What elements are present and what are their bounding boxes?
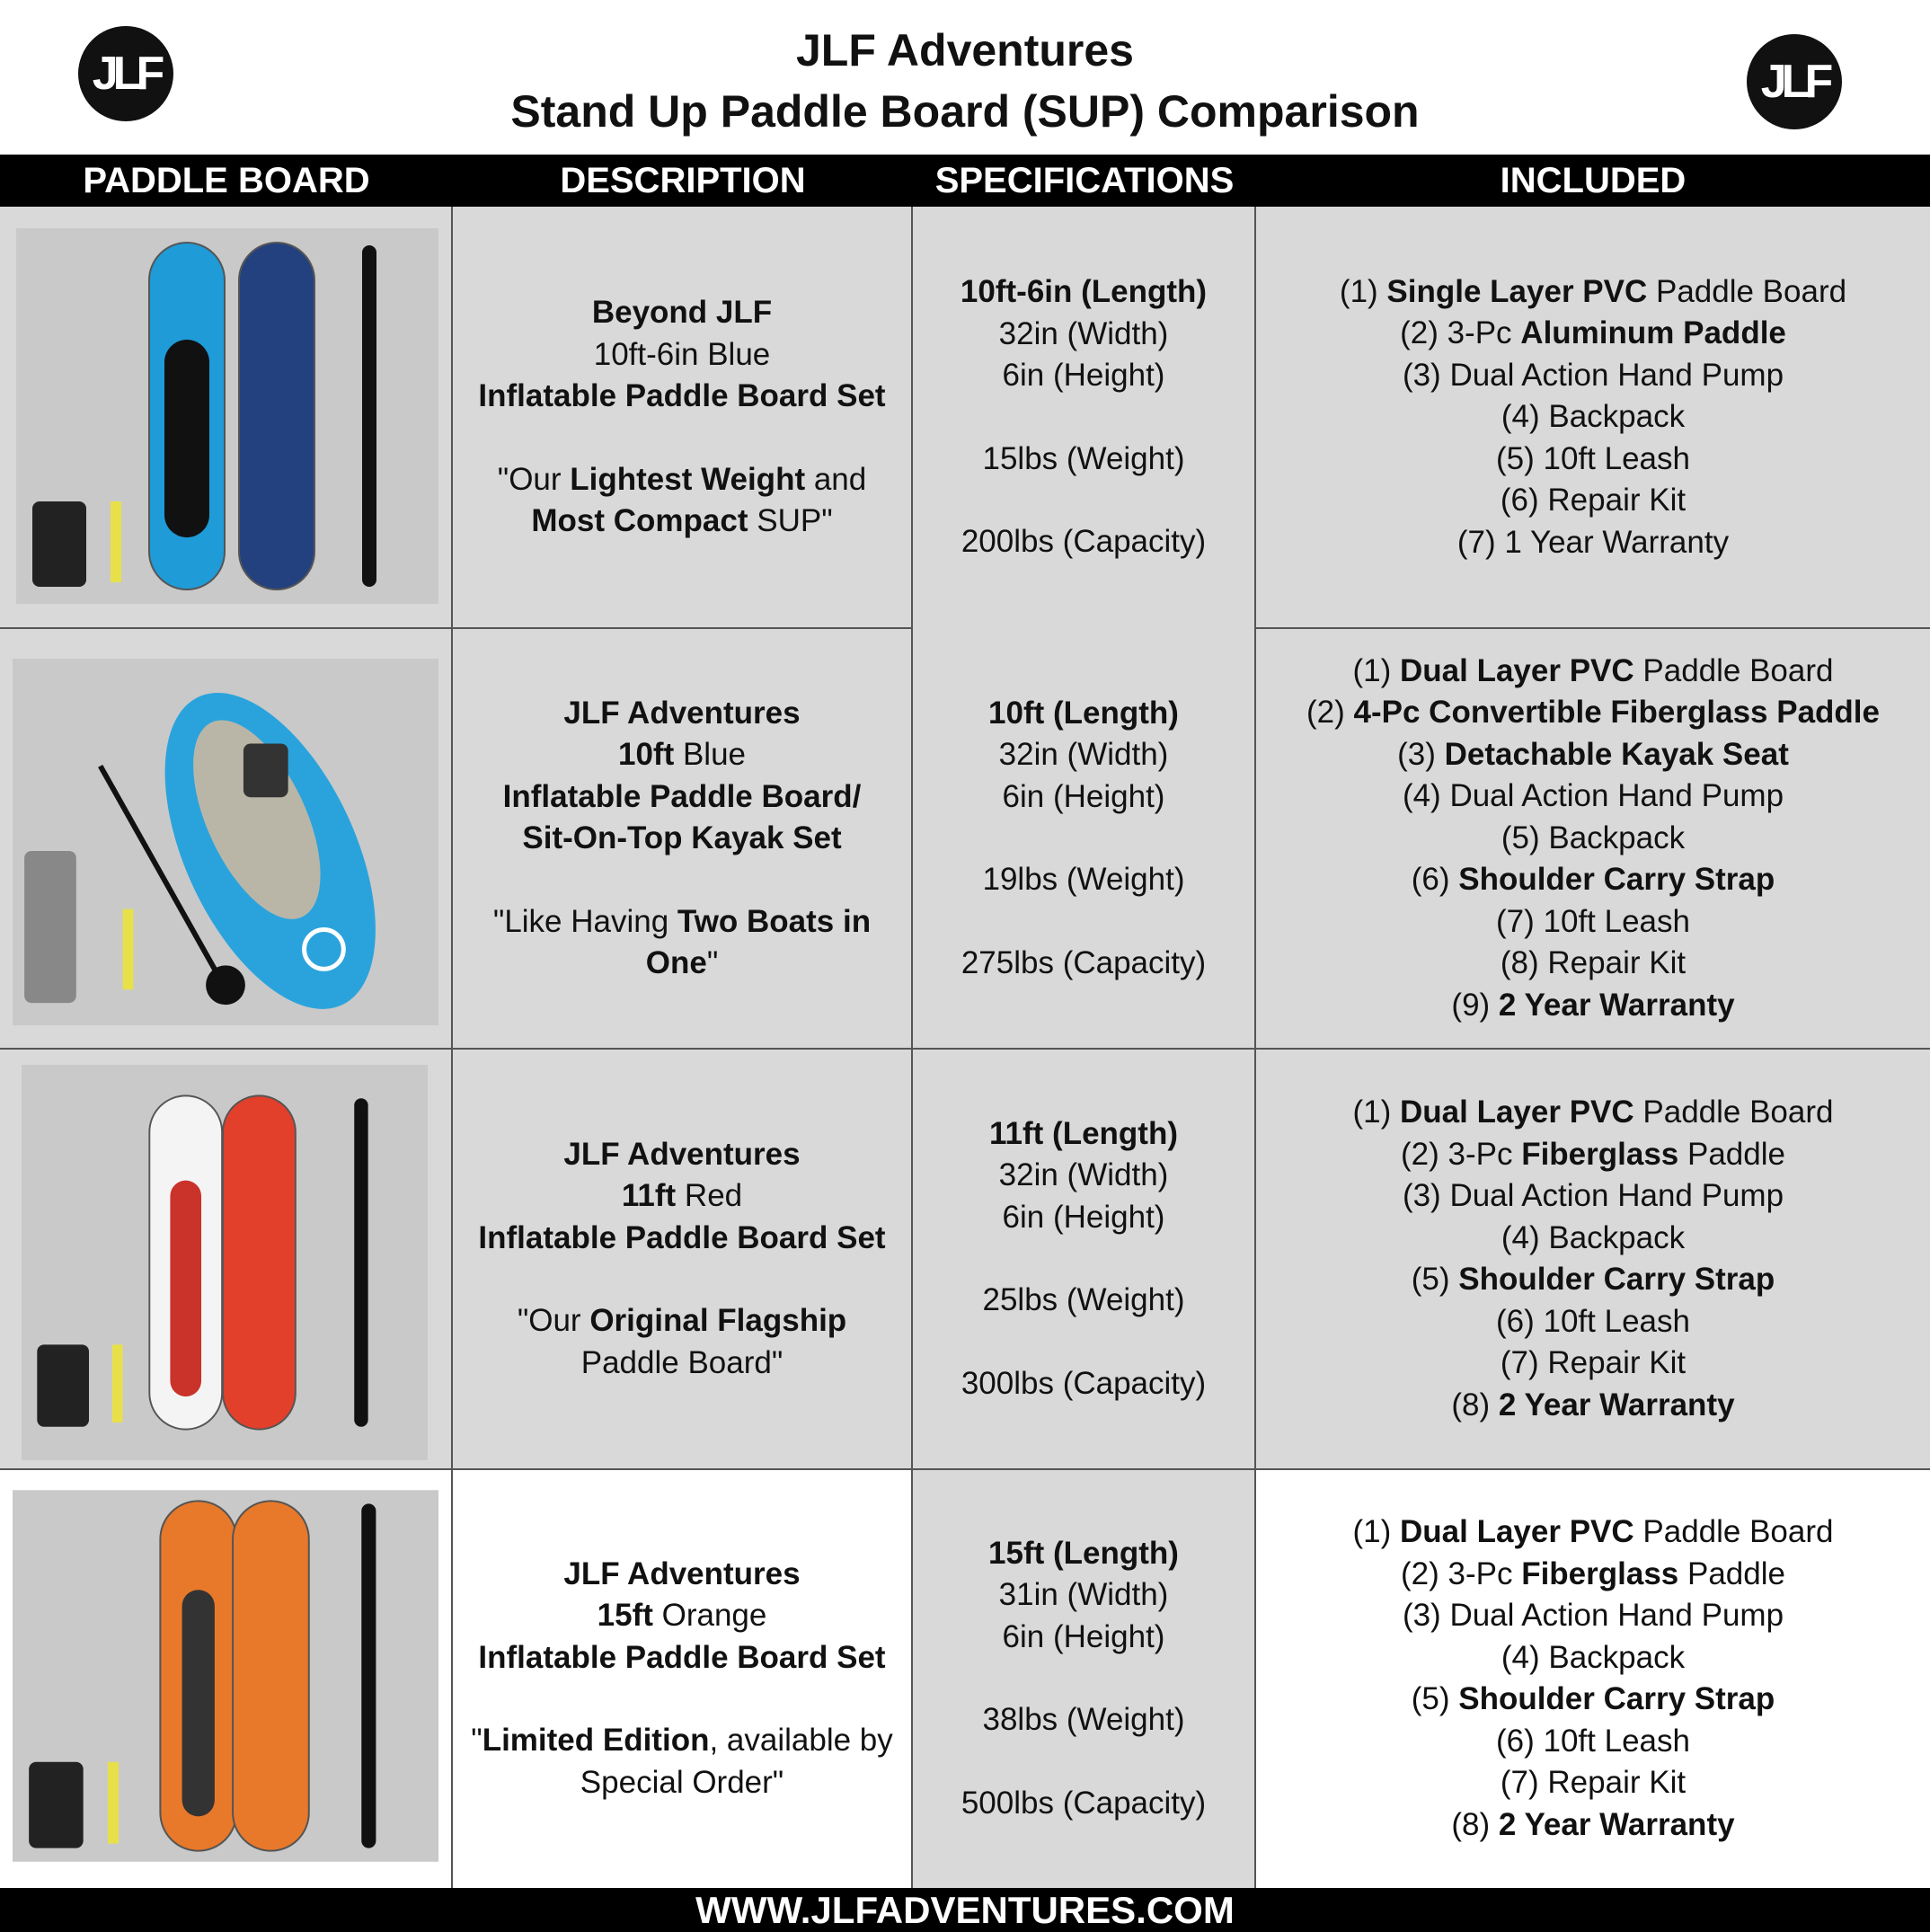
board-tagline: [471, 1300, 893, 1384]
bold-text: 2 Year Warranty: [1498, 987, 1735, 1023]
brand-name: JLF Adventures: [563, 1555, 801, 1591]
included-list: [1340, 271, 1846, 564]
bold-text: Lightest Weight: [570, 461, 806, 497]
paddle-icon: [361, 1503, 376, 1848]
spec-weight-value: 25lbs (Weight): [982, 1282, 1185, 1318]
text: (5) Backpack: [1501, 820, 1686, 855]
included-item: [1340, 271, 1846, 314]
board-size: 10ft: [617, 737, 675, 772]
spacer: [961, 1238, 1206, 1280]
row-divider: [1256, 1468, 1930, 1470]
brand-name: JLF Adventures: [563, 695, 801, 731]
board-size-color: [471, 1175, 893, 1218]
row-divider: [0, 627, 913, 629]
included-item: [1306, 692, 1880, 734]
cell-description: [453, 1049, 913, 1469]
board-brand: [471, 1134, 893, 1176]
spec-width-value: 32in (Width): [998, 737, 1169, 773]
board-type-text: Inflatable Paddle Board Set: [478, 1219, 886, 1255]
text: (5): [1411, 1262, 1459, 1297]
text: (8) Repair Kit: [1500, 945, 1687, 981]
jlf-logo-icon: JLF: [78, 26, 173, 121]
kayak-seat-icon: [243, 744, 288, 798]
spacer: [961, 1322, 1206, 1363]
board-tagline: [471, 459, 893, 543]
board-deck-pad: [170, 1181, 201, 1396]
text: SUP": [748, 503, 833, 539]
spec-length-value: 11ft (Length): [989, 1115, 1178, 1151]
text: (1): [1352, 1095, 1400, 1130]
bold-text: Shoulder Carry Strap: [1458, 862, 1775, 898]
text: Paddle Board: [1633, 1095, 1834, 1130]
row-divider: [913, 1048, 1256, 1050]
spec-height: [961, 355, 1207, 397]
included-list: [1353, 1092, 1834, 1426]
bold-text: Dual Layer PVC: [1400, 652, 1634, 688]
spec-weight: [961, 1699, 1206, 1741]
text: (3): [1397, 736, 1445, 772]
bold-text: Aluminum Paddle: [1520, 315, 1786, 351]
spacer: [961, 480, 1207, 521]
board-type-text: Inflatable Paddle Board Set: [478, 378, 886, 414]
spacer: [471, 1679, 893, 1720]
spec-height: [961, 1617, 1206, 1659]
board-type-text: Inflatable Paddle Board Set: [478, 1639, 886, 1675]
included-list: [1306, 651, 1880, 1027]
text: (5) 10ft Leash: [1496, 440, 1690, 476]
row-divider: [1256, 1048, 1930, 1050]
cell-specifications: [913, 207, 1256, 628]
paddle-blade: [206, 965, 245, 1005]
bold-text: Limited Edition: [482, 1723, 710, 1759]
text: (3) Dual Action Hand Pump: [1402, 357, 1784, 393]
title-line-2: Stand Up Paddle Board (SUP) Comparison: [510, 86, 1420, 137]
spacer: [471, 1259, 893, 1300]
included-item: [1353, 1804, 1834, 1847]
spec-capacity-value: 500lbs (Capacity): [961, 1785, 1207, 1821]
included-item: [1340, 396, 1846, 439]
cell-included: [1256, 1049, 1930, 1469]
column-header-bar: [0, 155, 1930, 207]
row-divider: [0, 1048, 913, 1050]
cell-specifications: [913, 628, 1256, 1049]
paddle-board-set-illustration: [16, 228, 438, 604]
spec-weight-value: 38lbs (Weight): [982, 1702, 1185, 1738]
text: Paddle: [1678, 1555, 1785, 1591]
cell-description: [453, 207, 913, 628]
text: (6): [1411, 862, 1459, 898]
bold-text: 2 Year Warranty: [1498, 1806, 1735, 1842]
board-color: Blue: [674, 737, 747, 772]
text: (1): [1352, 1514, 1400, 1549]
cell-included: [1256, 207, 1930, 628]
board-size: 11ft: [621, 1178, 677, 1214]
hand-pump-icon: [123, 909, 134, 990]
board-type: [471, 818, 893, 860]
jlf-logo-icon: JLF: [1747, 34, 1842, 129]
bold-text: Most Compact: [531, 503, 748, 539]
spec-capacity-value: 275lbs (Capacity): [961, 944, 1207, 980]
spec-width: [961, 734, 1206, 776]
board-brand: [471, 693, 893, 735]
spec-height-value: 6in (Height): [1002, 1618, 1165, 1654]
text: (6) 10ft Leash: [1496, 1303, 1690, 1339]
spec-weight-value: 15lbs (Weight): [982, 440, 1185, 476]
bold-text: Single Layer PVC: [1386, 273, 1648, 309]
description-text: [460, 292, 904, 543]
text: (8): [1451, 1806, 1499, 1842]
bold-text: 2 Year Warranty: [1498, 1387, 1735, 1422]
included-item: [1353, 1511, 1834, 1554]
spec-width: [961, 314, 1207, 356]
column-header-included: INCLUDED: [1500, 161, 1687, 200]
product-photo: [13, 659, 438, 1025]
text: "Our: [517, 1303, 590, 1339]
text: "Like Having: [492, 903, 677, 939]
specifications-text: [961, 1113, 1206, 1405]
table-row: [0, 1049, 1930, 1469]
table-row: [0, 628, 1930, 1049]
text: (2) 3-Pc: [1400, 1136, 1522, 1172]
description-text: [460, 1554, 904, 1804]
spec-capacity-value: 200lbs (Capacity): [961, 524, 1207, 560]
text: (2) 3-Pc: [1400, 1555, 1522, 1591]
text: (9): [1451, 987, 1499, 1023]
website-footer[interactable]: WWW.JLFADVENTURES.COM: [0, 1888, 1930, 1932]
bold-text: Dual Layer PVC: [1400, 1095, 1634, 1130]
text: (4) Dual Action Hand Pump: [1402, 778, 1784, 814]
cell-paddle-board-photo: [0, 1469, 453, 1888]
spec-weight: [961, 439, 1207, 481]
text: (7) 10ft Leash: [1496, 903, 1690, 939]
bold-text: Shoulder Carry Strap: [1458, 1681, 1775, 1716]
row-divider: [0, 1468, 913, 1470]
bold-text: Shoulder Carry Strap: [1458, 1262, 1775, 1297]
paddle-board-set-illustration: [22, 1065, 428, 1460]
spec-capacity: [961, 1363, 1206, 1405]
bold-text: Detachable Kayak Seat: [1444, 736, 1789, 772]
bold-text: Two Boats in One: [645, 903, 872, 980]
spacer: [961, 818, 1206, 859]
spec-capacity: [961, 943, 1206, 985]
spec-length: [961, 1533, 1206, 1575]
product-photo: [16, 228, 438, 604]
text: (4) Backpack: [1501, 1219, 1686, 1255]
column-header-description: DESCRIPTION: [560, 161, 806, 200]
spec-length: [961, 1113, 1206, 1156]
spec-height: [961, 776, 1206, 819]
board-deck-pad: [164, 340, 209, 537]
included-item: [1306, 901, 1880, 944]
row-divider: [1256, 627, 1930, 629]
board-type-text: Sit-On-Top Kayak Set: [522, 820, 842, 855]
text: (4) Backpack: [1501, 1639, 1686, 1675]
spec-width-value: 32in (Width): [998, 1157, 1169, 1193]
text: ": [706, 945, 719, 980]
text: "Our: [497, 461, 571, 497]
board-type: [471, 1218, 893, 1260]
cell-included: [1256, 628, 1930, 1049]
text: (8): [1451, 1387, 1499, 1422]
text: Paddle: [1678, 1136, 1785, 1172]
spec-capacity: [961, 1783, 1206, 1825]
bold-text: Fiberglass: [1521, 1555, 1679, 1591]
included-item: [1353, 1554, 1834, 1596]
board-type: [471, 376, 893, 418]
text: (7) 1 Year Warranty: [1456, 524, 1730, 560]
cell-specifications: [913, 1049, 1256, 1469]
spec-width-value: 32in (Width): [998, 315, 1169, 351]
included-item: [1340, 439, 1846, 481]
included-item: [1340, 313, 1846, 355]
text: (1): [1339, 273, 1387, 309]
brand-name: JLF Adventures: [563, 1136, 801, 1172]
text: (6) Repair Kit: [1500, 483, 1687, 518]
included-item: [1353, 1343, 1834, 1385]
included-item: [1306, 775, 1880, 818]
table-row: [0, 207, 1930, 628]
board-type-text: Inflatable Paddle Board/: [502, 778, 862, 814]
page-header: [0, 0, 1930, 155]
board-size-color: [471, 334, 893, 377]
spec-height-value: 6in (Height): [1002, 358, 1165, 394]
spacer: [961, 1741, 1206, 1783]
spacer: [471, 418, 893, 459]
included-item: [1306, 651, 1880, 693]
paddle-icon: [362, 245, 376, 587]
spec-length-value: 15ft (Length): [988, 1535, 1179, 1571]
board-size-color: [471, 734, 893, 776]
text: Paddle Board: [1633, 1514, 1834, 1549]
backpack-icon: [29, 1762, 84, 1848]
text: (7) Repair Kit: [1500, 1765, 1687, 1800]
row-divider: [913, 1468, 1256, 1470]
specifications-text: [961, 271, 1207, 563]
board-shape-2: [223, 1095, 296, 1429]
hand-pump-icon: [111, 501, 121, 582]
spacer: [961, 901, 1206, 943]
spec-capacity: [961, 521, 1207, 563]
text: (2): [1306, 695, 1354, 731]
board-type: [471, 1637, 893, 1679]
included-item: [1306, 734, 1880, 776]
spacer: [471, 860, 893, 901]
cell-specifications: [913, 1469, 1256, 1888]
board-size: 15ft: [597, 1598, 653, 1634]
text: and: [805, 461, 867, 497]
text: ": [471, 1723, 482, 1759]
included-item: [1353, 1385, 1834, 1427]
included-item: [1306, 818, 1880, 860]
cell-paddle-board-photo: [0, 1049, 453, 1469]
text: (3) Dual Action Hand Pump: [1402, 1598, 1784, 1633]
board-tagline: [471, 901, 893, 985]
spec-length: [961, 271, 1207, 314]
included-item: [1306, 859, 1880, 901]
column-header-specifications: SPECIFICATIONS: [934, 161, 1235, 200]
text: (1): [1352, 652, 1400, 688]
text: (4) Backpack: [1501, 399, 1686, 435]
paddle-board-set-illustration: [13, 659, 438, 1025]
description-text: [460, 1134, 904, 1385]
spec-length: [961, 693, 1206, 735]
included-item: [1353, 1175, 1834, 1218]
spec-width: [961, 1155, 1206, 1197]
bold-text: Original Flagship: [589, 1303, 847, 1339]
spec-length-value: 10ft (Length): [988, 695, 1179, 731]
included-item: [1340, 355, 1846, 397]
included-item: [1306, 943, 1880, 985]
spec-height-value: 6in (Height): [1002, 778, 1165, 814]
bold-text: Dual Layer PVC: [1400, 1514, 1634, 1549]
included-item: [1353, 1679, 1834, 1721]
backpack-icon: [37, 1344, 89, 1426]
board-type: [471, 776, 893, 819]
specifications-text: [961, 693, 1206, 985]
spacer: [961, 1658, 1206, 1699]
board-brand: [471, 292, 893, 334]
cell-paddle-board-photo: [0, 628, 453, 1049]
text: , available by Special Order": [580, 1723, 893, 1800]
board-color: 10ft-6in Blue: [593, 336, 771, 372]
spec-capacity-value: 300lbs (Capacity): [961, 1365, 1207, 1401]
board-color: Orange: [652, 1598, 767, 1634]
text: Paddle Board: [1647, 273, 1847, 309]
product-photo: [22, 1065, 428, 1460]
page-title: [323, 20, 1607, 142]
spec-width-value: 31in (Width): [998, 1577, 1169, 1613]
product-photo: [13, 1487, 438, 1865]
spec-weight: [961, 859, 1206, 901]
specifications-text: [961, 1533, 1206, 1825]
included-item: [1353, 1092, 1834, 1134]
included-item: [1340, 522, 1846, 564]
column-header-paddle-board: PADDLE BOARD: [83, 161, 370, 200]
board-tagline: [471, 1720, 893, 1803]
text: (3) Dual Action Hand Pump: [1402, 1178, 1784, 1213]
cell-description: [453, 1469, 913, 1888]
paddle-board-set-illustration: [13, 1487, 438, 1865]
hand-pump-icon: [112, 1344, 123, 1422]
included-item: [1353, 1721, 1834, 1763]
included-item: [1353, 1218, 1834, 1260]
description-text: [460, 693, 904, 985]
included-item: [1353, 1762, 1834, 1804]
paddle-icon: [354, 1098, 367, 1426]
spec-height-value: 6in (Height): [1002, 1199, 1165, 1235]
board-shape-2: [233, 1501, 309, 1850]
backpack-icon: [32, 501, 86, 587]
table-row: [0, 1469, 1930, 1888]
spec-width: [961, 1574, 1206, 1617]
spec-length-value: 10ft-6in (Length): [960, 274, 1208, 310]
included-list: [1353, 1511, 1834, 1846]
board-shape-2: [239, 243, 314, 589]
cell-paddle-board-photo: [0, 207, 453, 628]
board-size-color: [471, 1595, 893, 1637]
included-item: [1353, 1637, 1834, 1679]
text: (2) 3-Pc: [1400, 315, 1521, 351]
included-item: [1306, 985, 1880, 1027]
bold-text: 4-Pc Convertible Fiberglass Paddle: [1353, 695, 1880, 731]
board-brand: [471, 1554, 893, 1596]
included-item: [1353, 1595, 1834, 1637]
bold-text: Fiberglass: [1521, 1136, 1679, 1172]
spacer: [961, 397, 1207, 439]
backpack-icon: [24, 851, 76, 1003]
cell-included: [1256, 1469, 1930, 1888]
spec-weight-value: 19lbs (Weight): [982, 862, 1185, 898]
included-item: [1340, 480, 1846, 522]
brand-name: Beyond JLF: [591, 295, 773, 331]
text: (5): [1411, 1681, 1459, 1716]
text: Paddle Board": [580, 1344, 784, 1380]
spec-height: [961, 1197, 1206, 1239]
included-item: [1353, 1301, 1834, 1343]
hand-pump-icon: [108, 1762, 119, 1844]
spec-weight: [961, 1280, 1206, 1322]
included-item: [1353, 1134, 1834, 1176]
text: (6) 10ft Leash: [1496, 1723, 1690, 1759]
text: (7) Repair Kit: [1500, 1345, 1687, 1380]
cell-description: [453, 628, 913, 1049]
text: Paddle Board: [1633, 652, 1834, 688]
board-deck-pad: [182, 1590, 215, 1816]
title-line-1: JLF Adventures: [795, 25, 1134, 75]
board-color: Red: [676, 1178, 743, 1214]
included-item: [1353, 1259, 1834, 1301]
